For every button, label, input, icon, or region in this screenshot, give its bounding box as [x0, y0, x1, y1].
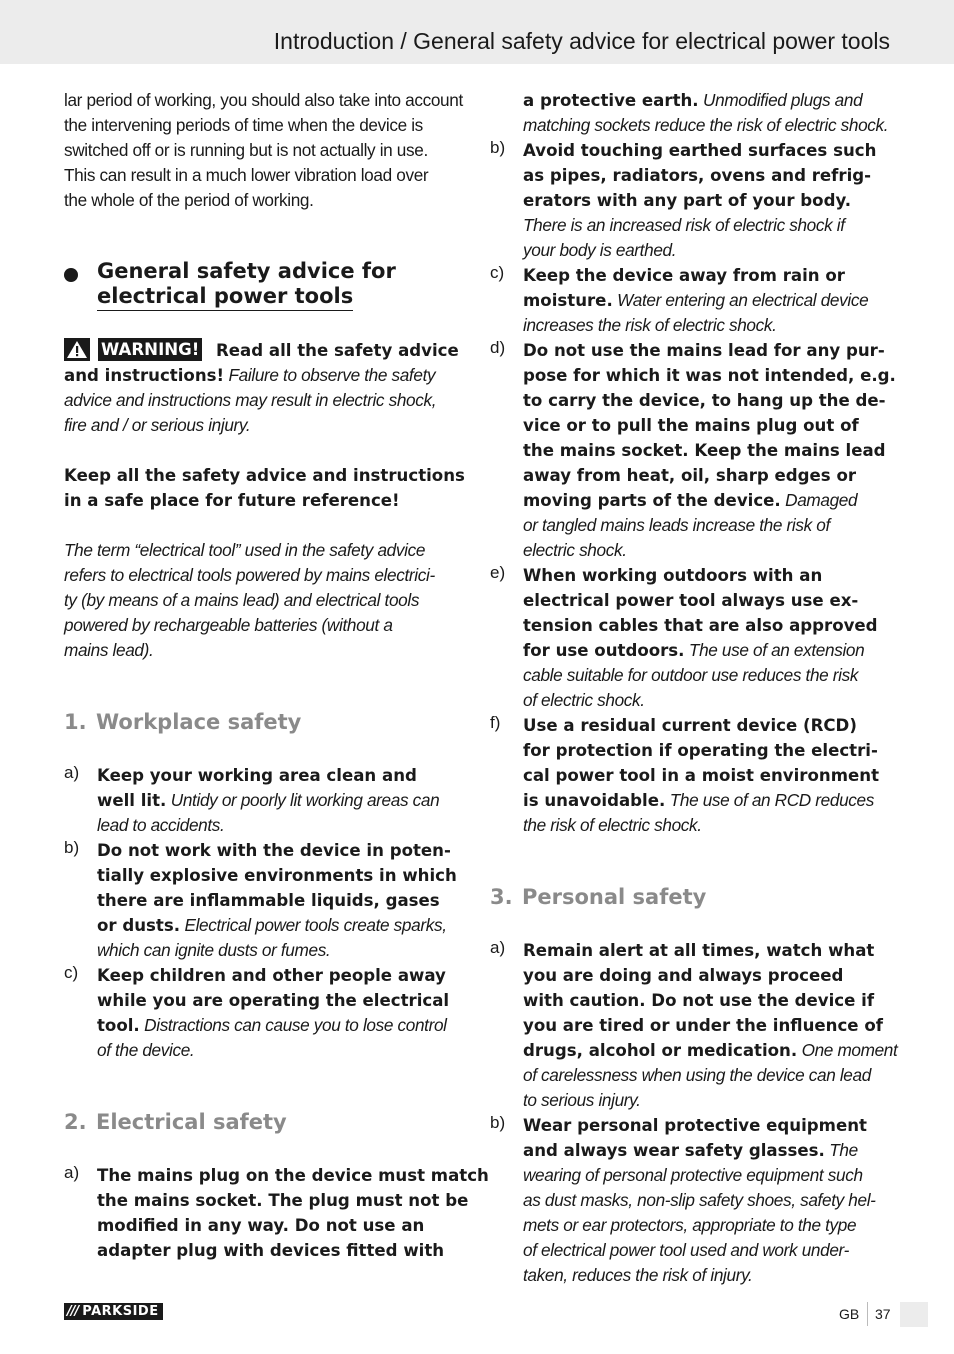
term-line: refers to electrical tools powered by mains electrici-: [64, 565, 435, 585]
term-line: The term “electrical tool” used in the safety advice: [64, 540, 426, 560]
electrical-item-f: Use a residual current device (RCD) for protection if operating the electri- cal power tool in a moist environment is unavoidable. The use of an RCD reduces the risk of electric shock.: [523, 716, 879, 835]
keep-advice-line: in a safe place for future reference!: [64, 491, 400, 510]
section-title: [97, 259, 396, 309]
workplace-item-c: Keep children and other people away while you are operating the electrical tool. Distractions can cause you to lose control of the device.: [97, 966, 450, 1060]
personal-item-b: Wear personal protective equipment and always wear safety glasses. The wearing of personal protective equipment such as dust masks, non-slip safety shoes, safety hel- mets or ear protectors, appropriate to the type of electrical power tool used and work under- taken, reduces the risk of injury.: [523, 1116, 876, 1285]
intro-line: switched off or is running but is not actually in use.: [64, 140, 428, 160]
section-bullet-icon: [64, 268, 78, 282]
item-letter: a): [64, 763, 80, 782]
subheading-personal-safety: 3. Personal safety: [490, 885, 707, 909]
intro-line: This can result in a much lower vibration load over: [64, 165, 429, 185]
subheading-electrical-safety: 2. Electrical safety: [64, 1110, 287, 1134]
workplace-item-a: Keep your working area clean and well lit. Untidy or poorly lit working areas can lead to accidents.: [97, 766, 440, 835]
item-letter: b): [490, 138, 506, 157]
section-title-line1: General safety advice for: [97, 259, 396, 283]
intro-line: the whole of the period of working.: [64, 190, 314, 210]
warning-triangle-icon: [64, 338, 90, 361]
electrical-item-c: Keep the device away from rain or moisture. Water entering an electrical device increases the risk of electric shock.: [523, 266, 869, 335]
electrical-item-e: When working outdoors with an electrical power tool always use ex- tension cables that are also approved for use outdoors. The use of an extension cable suitable for outdoor use reduces the risk of electric shock.: [523, 566, 878, 710]
page-header-title: Introduction / General safety advice for electrical power tools: [273, 28, 890, 54]
keep-advice-line: Keep all the safety advice and instructions: [64, 466, 465, 485]
item-letter: a): [64, 1163, 80, 1182]
item-letter: e): [490, 563, 506, 582]
item-letter: c): [64, 963, 79, 982]
section-title-line2: electrical power tools: [97, 284, 353, 311]
item-letter: f): [490, 713, 501, 732]
warning-text-line: fire and / or serious injury.: [64, 415, 251, 435]
page-number: 37: [875, 1306, 891, 1322]
warning-text: Read all the safety advice: [216, 341, 459, 360]
intro-line: the intervening periods of time when the device is: [64, 115, 423, 135]
item-letter: d): [490, 338, 506, 357]
term-line: powered by rechargeable batteries (without a: [64, 615, 393, 635]
country-code: GB: [839, 1306, 860, 1322]
footer-tab-box: [900, 1302, 928, 1327]
item-letter: c): [490, 263, 505, 282]
term-line: mains lead).: [64, 640, 154, 660]
electrical-item-a-continued: a protective earth. Unmodified plugs and matching sockets reduce the risk of electric shock.: [523, 90, 889, 135]
workplace-item-b: Do not work with the device in poten- tially explosive environments in which there are inflammable liquids, gases or dusts. Electrical power tools create sparks, which can ignite dusts or fumes.: [97, 841, 457, 960]
item-letter: a): [490, 938, 506, 957]
warning-text-line: advice and instructions may result in electric shock,: [64, 390, 437, 410]
item-letter: b): [64, 838, 80, 857]
intro-line: lar period of working, you should also take into account: [64, 90, 463, 110]
personal-item-a: Remain alert at all times, watch what you are doing and always proceed with caution. Do not use the device if you are tired or under the influence of drugs, alcohol or medication. One moment of carelessness when using the device can lead to serious injury.: [523, 941, 898, 1110]
term-line: ty (by means of a mains lead) and electrical tools: [64, 590, 420, 610]
electrical-item-a: The mains plug on the device must match the mains socket. The plug must not be modified in any way. Do not use an adapter plug with devices fitted with: [97, 1166, 489, 1260]
electrical-item-b: Avoid touching earthed surfaces such as pipes, radiators, ovens and refrig- erators with any part of your body. There is an increased risk of electric shock if your body is earthed.: [523, 141, 877, 260]
footer-divider: [867, 1302, 868, 1326]
subheading-workplace-safety: 1. Workplace safety: [64, 710, 302, 734]
parkside-logo: /// PARKSIDE: [64, 1303, 163, 1320]
item-letter: b): [490, 1113, 506, 1132]
warning-badge: WARNING!: [98, 338, 202, 361]
electrical-item-d: Do not use the mains lead for any pur- pose for which it was not intended, e.g. to carry the device, to hang up the de- vice or to pull the mains plug out of the mains socket. Keep the mains lead away from heat, oil, sharp edges or moving parts of the device. Damaged or tangled mains leads increase the risk of electric shock.: [523, 341, 896, 560]
warning-text-line: and instructions! Failure to observe the safety: [64, 365, 436, 385]
